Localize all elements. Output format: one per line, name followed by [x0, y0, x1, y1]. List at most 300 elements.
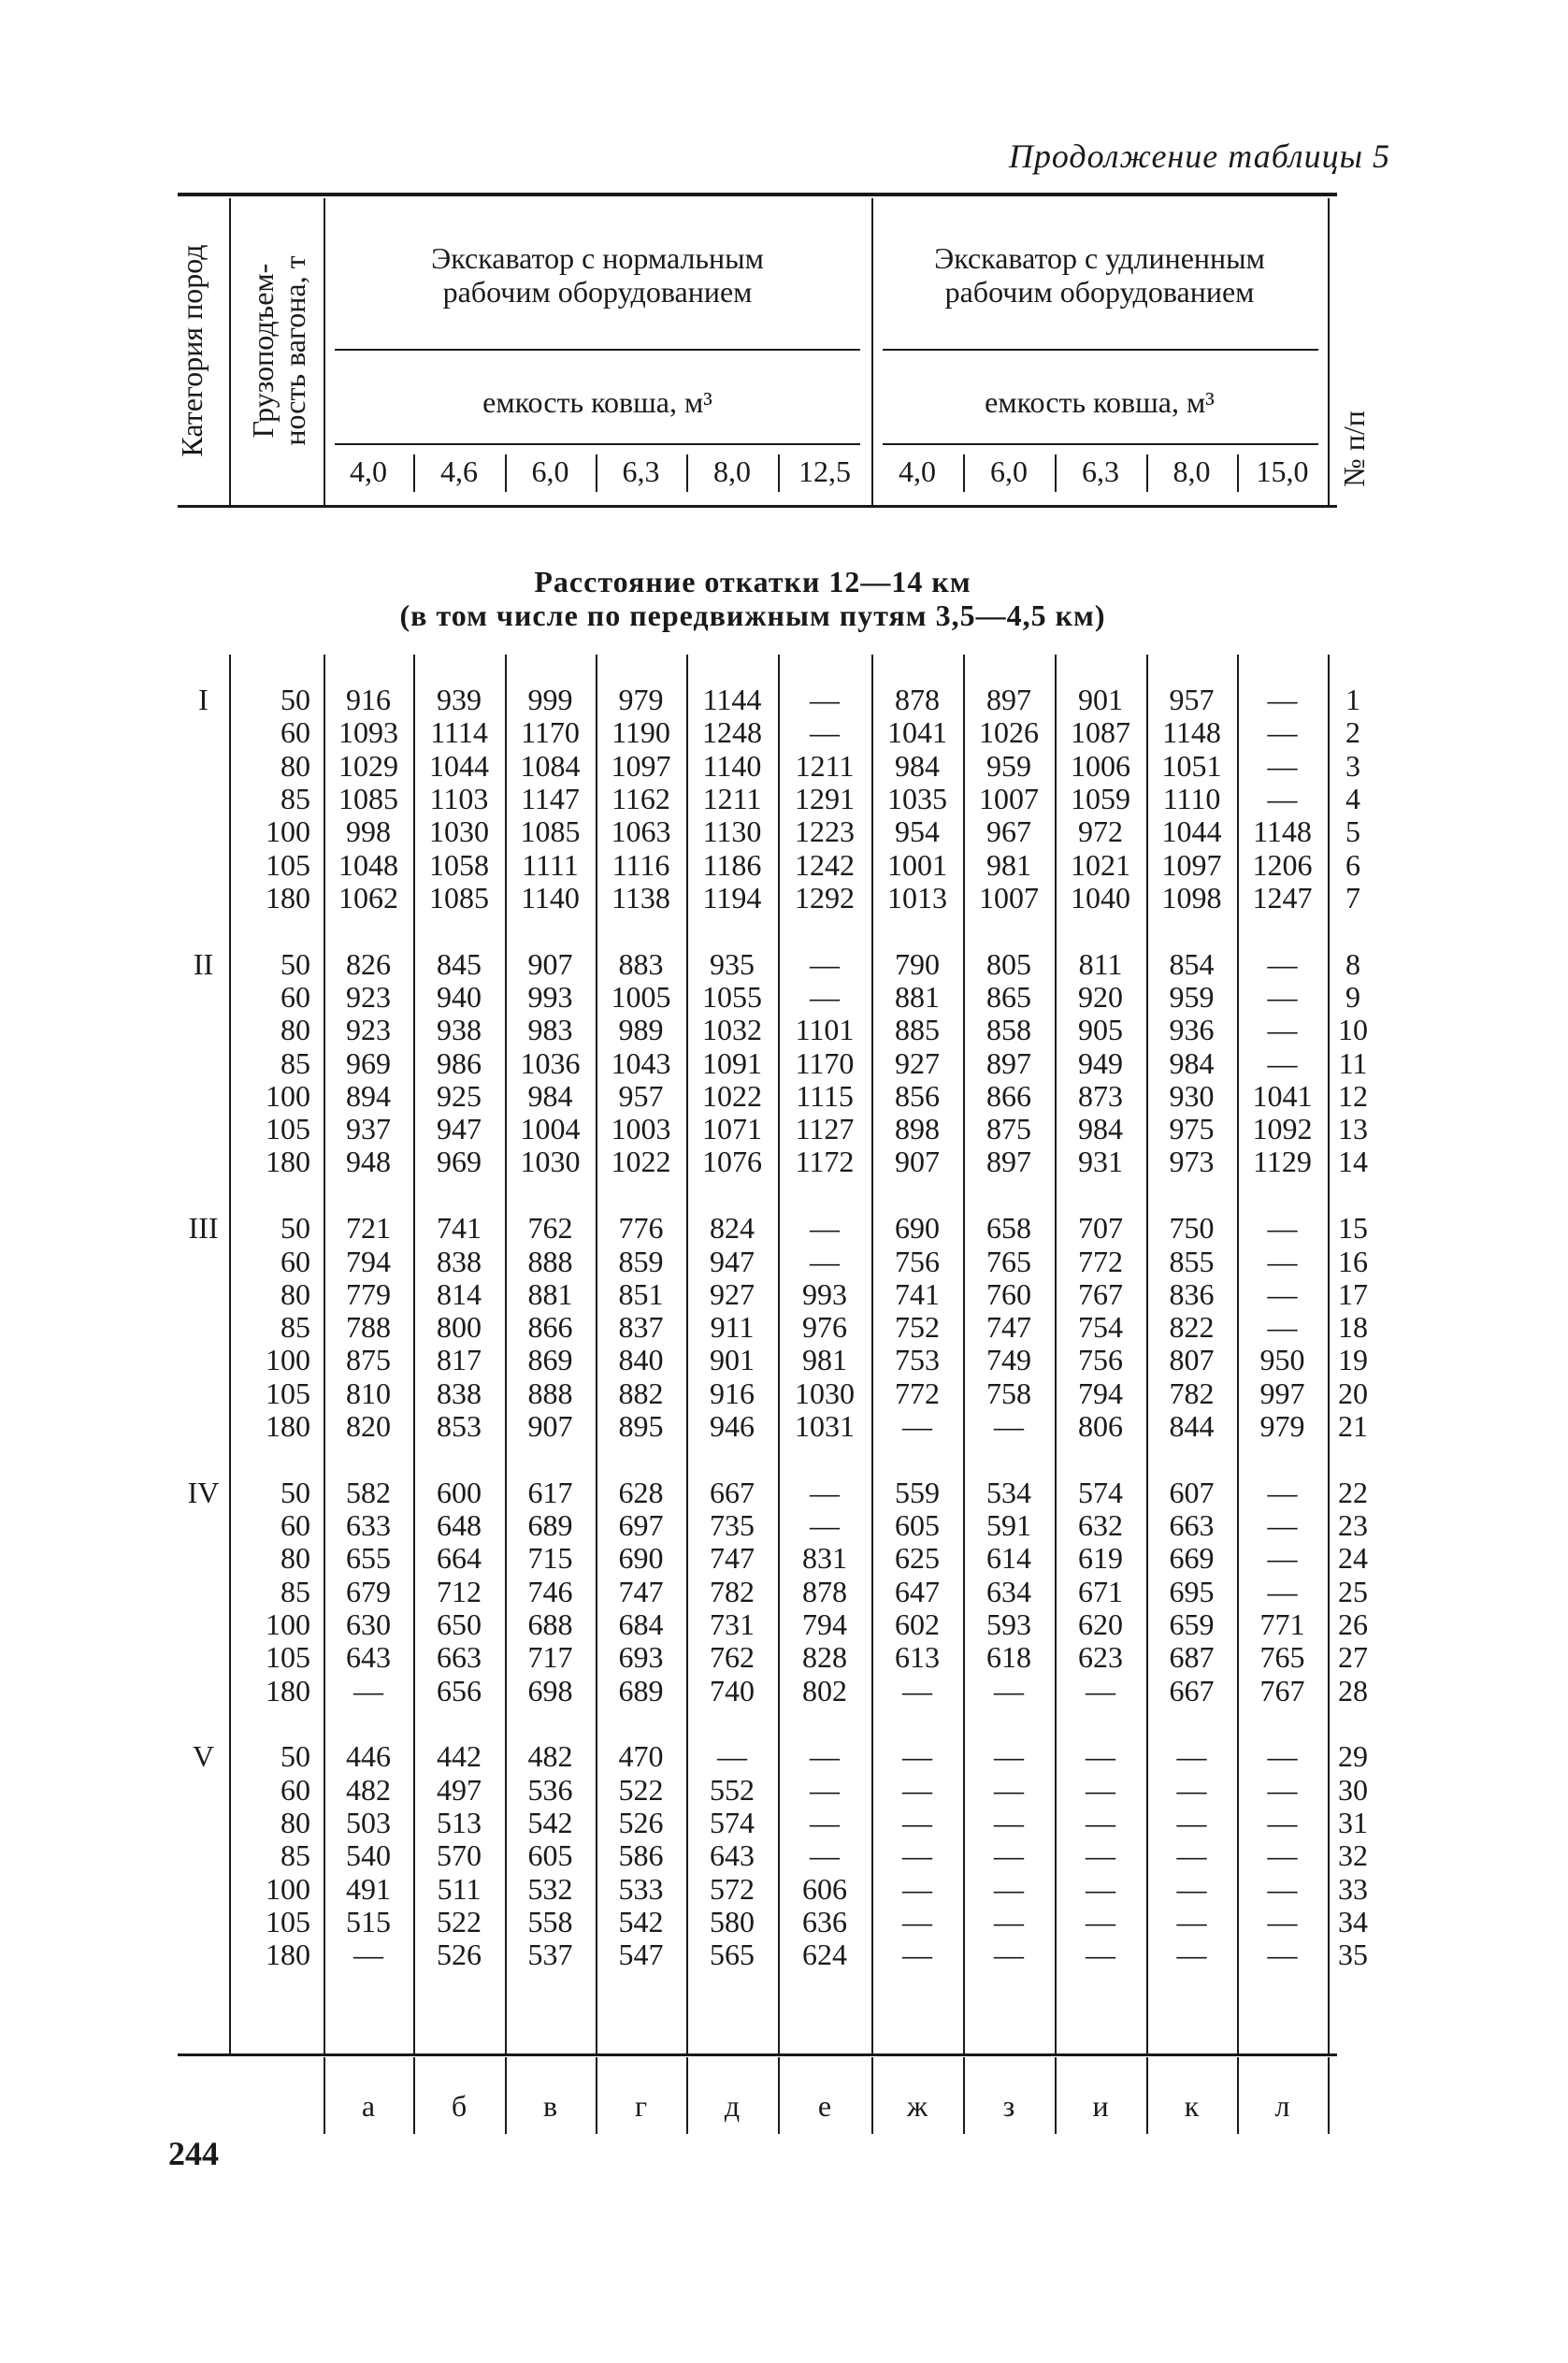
bucket-capacity-label: емкость ковша, м³	[482, 385, 712, 419]
table-cell: 663	[437, 1640, 482, 1675]
table-cell: 1036	[520, 1045, 581, 1080]
table-cell: —	[810, 1508, 840, 1543]
table-cell: 927	[895, 1045, 940, 1080]
table-cell: 969	[346, 1045, 391, 1080]
capacity-divider	[686, 454, 688, 492]
table-cell: —	[1176, 1838, 1207, 1873]
row-number: 2	[1345, 715, 1360, 750]
table-cell: 1103	[429, 781, 489, 815]
table-cell: 643	[346, 1640, 391, 1675]
table-cell: —	[1267, 1871, 1298, 1906]
section-subtitle: (в том числе по передвижным путям 3,5—4,5 км)	[399, 598, 1106, 632]
table-cell: 741	[895, 1276, 940, 1311]
footer-divider	[1328, 2057, 1330, 2134]
table-cell: 975	[1169, 1112, 1215, 1146]
table-cell: 552	[710, 1772, 755, 1807]
capacity-divider	[778, 454, 780, 492]
wagon-capacity: 105	[266, 1112, 310, 1146]
table-cell: 1097	[611, 748, 671, 783]
row-number: 9	[1345, 979, 1360, 1014]
table-cell: —	[1086, 1673, 1115, 1707]
row-number: 6	[1345, 847, 1360, 882]
table-cell: 875	[346, 1343, 391, 1377]
wagon-capacity: 60	[281, 1508, 310, 1543]
table-cell: 794	[346, 1244, 391, 1278]
row-number: 30	[1338, 1772, 1368, 1807]
table-cell: 1007	[979, 880, 1039, 915]
capacity-header: Грузоподъем- ность вагона, т	[246, 255, 311, 446]
table-cell: 989	[618, 1013, 664, 1047]
table-cell: 559	[895, 1475, 940, 1509]
capacity-divider	[1237, 454, 1239, 492]
table-cell: 853	[437, 1409, 482, 1443]
table-cell: 586	[618, 1838, 664, 1873]
table-cell: —	[1267, 1838, 1298, 1873]
wagon-capacity: 105	[266, 1640, 310, 1675]
table-cell: 526	[618, 1806, 664, 1839]
rock-category: II	[193, 946, 214, 981]
wagon-capacity: 60	[281, 1244, 310, 1278]
table-cell: 717	[527, 1640, 573, 1675]
table-cell: 636	[802, 1904, 847, 1938]
table-cell: 656	[437, 1673, 482, 1707]
table-cell: 1006	[1071, 748, 1130, 783]
table-cell: 794	[1078, 1376, 1123, 1410]
table-cell: 957	[1169, 683, 1215, 716]
table-cell: 957	[618, 1078, 664, 1113]
table-cell: 614	[986, 1541, 1031, 1576]
table-cell: —	[902, 1806, 932, 1839]
table-cell: 446	[346, 1739, 391, 1774]
table-cell: 752	[895, 1310, 940, 1345]
table-cell: 1097	[1161, 847, 1222, 882]
table-cell: 648	[437, 1508, 482, 1543]
header-divider	[1328, 198, 1330, 507]
table-cell: 947	[437, 1112, 482, 1146]
table-cell: 782	[1169, 1376, 1215, 1410]
table-cell: 949	[1078, 1045, 1123, 1080]
table-cell: 858	[986, 1013, 1031, 1047]
wagon-capacity: 180	[266, 880, 310, 915]
header-inner-rule	[883, 443, 1318, 445]
capacity-divider	[505, 454, 507, 492]
table-cell: 824	[710, 1211, 755, 1246]
table-cell: 972	[1078, 814, 1123, 849]
table-cell: —	[810, 1806, 840, 1839]
table-cell: 558	[527, 1904, 573, 1938]
table-cell: 828	[802, 1640, 847, 1675]
table-cell: 542	[527, 1806, 573, 1839]
table-cell: 1091	[702, 1045, 762, 1080]
table-cell: —	[810, 1211, 840, 1246]
table-cell: 1147	[521, 781, 580, 815]
table-cell: 1138	[611, 880, 670, 915]
table-cell: 882	[618, 1376, 664, 1410]
table-cell: 1247	[1252, 880, 1313, 915]
table-cell: 959	[1169, 979, 1215, 1014]
table-cell: 1085	[429, 880, 489, 915]
table-cell: —	[810, 946, 840, 981]
bucket-capacity-value: 6,0	[531, 454, 569, 488]
table-cell: —	[1267, 1244, 1298, 1278]
table-cell: —	[902, 1904, 932, 1938]
table-cell: —	[717, 1739, 747, 1774]
table-cell: 1170	[795, 1045, 855, 1080]
wagon-capacity: 180	[266, 1409, 310, 1443]
table-cell: 817	[437, 1343, 482, 1377]
table-cell: 901	[1078, 683, 1123, 716]
row-number: 22	[1338, 1475, 1368, 1509]
row-number: 26	[1338, 1607, 1368, 1641]
table-cell: 1062	[338, 880, 398, 915]
table-cell: 753	[895, 1343, 940, 1377]
row-number: 16	[1338, 1244, 1368, 1278]
table-cell: 1022	[702, 1078, 762, 1113]
table-cell: 771	[1259, 1607, 1305, 1641]
table-cell: 522	[437, 1904, 482, 1938]
table-cell: 959	[986, 748, 1031, 783]
capacity-divider	[596, 454, 597, 492]
table-cell: 655	[346, 1541, 391, 1576]
capacity-divider	[413, 454, 415, 492]
table-cell: 1013	[887, 880, 947, 915]
wagon-capacity: 80	[281, 1806, 310, 1839]
table-cell: 1114	[430, 715, 488, 750]
table-cell: 659	[1169, 1607, 1215, 1641]
table-cell: 779	[346, 1276, 391, 1311]
table-cell: 865	[986, 979, 1031, 1014]
table-cell: 1021	[1071, 847, 1130, 882]
column-letter: д	[724, 2089, 741, 2123]
table-cell: 885	[895, 1013, 940, 1047]
table-cell: 747	[710, 1541, 755, 1576]
table-cell: 1004	[520, 1112, 581, 1146]
bucket-capacity-value: 4,0	[899, 454, 936, 488]
table-cell: 1035	[887, 781, 947, 815]
table-cell: 1172	[795, 1145, 855, 1179]
table-cell: 1206	[1252, 847, 1313, 882]
table-cell: 721	[346, 1211, 391, 1246]
table-cell: 947	[710, 1244, 755, 1278]
table-cell: 540	[346, 1838, 391, 1873]
table-cell: 605	[895, 1508, 940, 1543]
table-cell: 532	[527, 1871, 573, 1906]
table-cell: 522	[618, 1772, 664, 1807]
table-cell: 805	[986, 946, 1031, 981]
table-cell: 536	[527, 1772, 573, 1807]
table-cell: 542	[618, 1904, 664, 1938]
table-cell: 895	[618, 1409, 664, 1443]
row-number: 11	[1338, 1045, 1368, 1080]
table-cell: 859	[618, 1244, 664, 1278]
table-cell: 1162	[611, 781, 670, 815]
table-cell: —	[994, 1904, 1024, 1938]
table-cell: 470	[618, 1739, 664, 1774]
wagon-capacity: 60	[281, 979, 310, 1014]
table-cell: —	[994, 1838, 1024, 1873]
wagon-capacity: 60	[281, 1772, 310, 1807]
table-cell: 937	[346, 1112, 391, 1146]
header-bottom-rule	[178, 505, 1337, 508]
table-cell: —	[1267, 1211, 1298, 1246]
table-cell: 883	[618, 946, 664, 981]
table-cell: 591	[986, 1508, 1031, 1543]
row-number: 17	[1338, 1276, 1368, 1311]
table-cell: 1242	[795, 847, 855, 882]
table-cell: —	[810, 1244, 840, 1278]
table-cell: 820	[346, 1409, 391, 1443]
footer-divider	[324, 2057, 325, 2134]
row-number: 25	[1338, 1574, 1368, 1608]
table-cell: 1194	[702, 880, 762, 915]
table-cell: 822	[1169, 1310, 1215, 1345]
table-cell: 687	[1169, 1640, 1215, 1675]
table-cell: 1043	[611, 1045, 671, 1080]
table-cell: 894	[346, 1078, 391, 1113]
wagon-capacity: 50	[281, 683, 310, 716]
section-title: Расстояние откатки 12—14 км	[534, 565, 971, 598]
table-cell: 746	[527, 1574, 573, 1608]
table-cell: 954	[895, 814, 940, 849]
table-cell: 667	[1169, 1673, 1215, 1707]
bucket-capacity-value: 15,0	[1256, 454, 1309, 488]
table-cell: —	[810, 1739, 840, 1774]
table-cell: 979	[618, 683, 664, 716]
table-cell: 950	[1259, 1343, 1305, 1377]
table-cell: 762	[710, 1640, 755, 1675]
footer-divider	[1055, 2057, 1057, 2134]
table-cell: 936	[1169, 1013, 1215, 1047]
bucket-capacity-value: 8,0	[1172, 454, 1211, 488]
rock-category: III	[188, 1211, 219, 1246]
table-cell: 497	[437, 1772, 482, 1807]
table-cell: 984	[895, 748, 940, 783]
table-cell: 613	[895, 1640, 940, 1675]
table-cell: 1130	[702, 814, 762, 849]
table-cell: —	[1086, 1871, 1115, 1906]
table-cell: 897	[986, 683, 1031, 716]
column-letter: б	[451, 2089, 468, 2123]
table-cell: 907	[527, 946, 573, 981]
table-cell: 907	[527, 1409, 573, 1443]
table-cell: —	[902, 1871, 932, 1906]
wagon-capacity: 180	[266, 1145, 310, 1179]
wagon-capacity: 80	[281, 1013, 310, 1047]
table-cell: 940	[437, 979, 482, 1014]
wagon-capacity: 50	[281, 1739, 310, 1774]
table-cell: 810	[346, 1376, 391, 1410]
table-cell: 878	[895, 683, 940, 716]
table-cell: 898	[895, 1112, 940, 1146]
table-cell: 526	[437, 1938, 482, 1972]
table-cell: 1087	[1071, 715, 1130, 750]
table-cell: —	[1086, 1838, 1115, 1873]
table-cell: 633	[346, 1508, 391, 1543]
table-cell: 503	[346, 1806, 391, 1839]
table-cell: 593	[986, 1607, 1031, 1641]
table-cell: —	[810, 1475, 840, 1509]
table-cell: 855	[1169, 1244, 1215, 1278]
table-cell: 513	[437, 1806, 482, 1839]
column-letter: а	[361, 2089, 376, 2123]
table-cell: 580	[710, 1904, 755, 1938]
table-cell: 788	[346, 1310, 391, 1345]
footer-divider	[686, 2057, 688, 2134]
table-cell: 831	[802, 1541, 847, 1576]
footer-divider	[1237, 2057, 1239, 2134]
table-cell: 1032	[702, 1013, 762, 1047]
table-cell: 620	[1078, 1607, 1123, 1641]
table-cell: —	[1267, 715, 1298, 750]
row-number: 32	[1338, 1838, 1368, 1873]
table-cell: —	[1176, 1904, 1207, 1938]
table-cell: 1063	[611, 814, 671, 849]
page-number: 244	[168, 2135, 219, 2172]
table-cell: 1029	[338, 748, 398, 783]
table-cell: 1058	[429, 847, 489, 882]
table-cell: 482	[527, 1739, 573, 1774]
table-cell: 663	[1169, 1508, 1215, 1543]
table-cell: 826	[346, 946, 391, 981]
table-cell: —	[1267, 979, 1298, 1014]
table-cell: 623	[1078, 1640, 1123, 1675]
footer-divider	[1146, 2057, 1148, 2134]
table-top-rule	[178, 193, 1337, 196]
table-cell: 981	[986, 847, 1031, 882]
wagon-capacity: 80	[281, 1541, 310, 1576]
table-cell: 1115	[796, 1078, 854, 1113]
wagon-capacity: 85	[281, 1838, 310, 1873]
table-cell: 772	[895, 1376, 940, 1410]
capacity-divider	[963, 454, 965, 492]
table-cell: 607	[1169, 1475, 1215, 1509]
capacity-divider	[1146, 454, 1148, 492]
table-cell: 1051	[1161, 748, 1222, 783]
table-cell: —	[902, 1772, 932, 1807]
table-cell: 664	[437, 1541, 482, 1576]
row-number: 8	[1345, 946, 1360, 981]
table-bottom-rule	[178, 2053, 1337, 2056]
table-cell: 684	[618, 1607, 664, 1641]
table-cell: 998	[346, 814, 391, 849]
table-cell: —	[1267, 1475, 1298, 1509]
table-cell: 741	[437, 1211, 482, 1246]
table-cell: 807	[1169, 1343, 1215, 1377]
table-cell: 923	[346, 979, 391, 1014]
table-cell: 986	[437, 1045, 482, 1080]
table-cell: 938	[437, 1013, 482, 1047]
table-cell: —	[1176, 1938, 1207, 1972]
table-cell: 1111	[522, 847, 579, 882]
bucket-capacity-value: 4,6	[440, 454, 478, 488]
table-cell: 981	[802, 1343, 847, 1377]
table-cell: 765	[986, 1244, 1031, 1278]
row-number: 23	[1338, 1508, 1368, 1543]
column-letter: и	[1092, 2089, 1109, 2123]
table-cell: 547	[618, 1938, 664, 1972]
table-cell: 697	[618, 1508, 664, 1543]
table-cell: 800	[437, 1310, 482, 1345]
table-cell: —	[994, 1938, 1024, 1972]
category-header: Категория пород	[175, 244, 209, 457]
table-cell: 602	[895, 1607, 940, 1641]
bucket-capacity-value: 6,3	[622, 454, 660, 488]
table-cell: 1092	[1252, 1112, 1313, 1146]
table-cell: 606	[802, 1871, 847, 1906]
wagon-capacity: 50	[281, 1475, 310, 1509]
rock-category: I	[198, 683, 209, 716]
table-cell: —	[994, 1673, 1024, 1707]
table-cell: 695	[1169, 1574, 1215, 1608]
table-cell: 814	[437, 1276, 482, 1311]
table-cell: 916	[346, 683, 391, 716]
footer-divider	[505, 2057, 507, 2134]
table-cell: —	[1267, 1574, 1298, 1608]
table-cell: —	[1267, 1904, 1298, 1938]
table-cell: 967	[986, 814, 1031, 849]
row-number: 7	[1345, 880, 1360, 915]
table-cell: 707	[1078, 1211, 1123, 1246]
table-cell: —	[810, 1772, 840, 1807]
table-cell: 897	[986, 1145, 1031, 1179]
table-cell: 836	[1169, 1276, 1215, 1311]
table-cell: 712	[437, 1574, 482, 1608]
table-cell: 1186	[702, 847, 762, 882]
table-cell: 515	[346, 1904, 391, 1938]
table-cell: 856	[895, 1078, 940, 1113]
table-cell: 1026	[979, 715, 1039, 750]
table-cell: —	[810, 715, 840, 750]
table-cell: 693	[618, 1640, 664, 1675]
table-cell: 600	[437, 1475, 482, 1509]
table-cell: 873	[1078, 1078, 1123, 1113]
table-cell: 878	[802, 1574, 847, 1608]
column-letter: л	[1274, 2089, 1290, 2123]
table-cell: —	[994, 1409, 1024, 1443]
table-cell: 698	[527, 1673, 573, 1707]
table-cell: 618	[986, 1640, 1031, 1675]
table-cell: —	[1267, 1541, 1298, 1576]
table-cell: 973	[1169, 1145, 1215, 1179]
table-cell: 851	[618, 1276, 664, 1311]
table-cell: —	[1267, 1310, 1298, 1345]
table-cell: 840	[618, 1343, 664, 1377]
table-cell: 935	[710, 946, 755, 981]
table-cell: 790	[895, 946, 940, 981]
table-cell: —	[1267, 781, 1298, 815]
table-cell: 749	[986, 1343, 1031, 1377]
row-number: 24	[1338, 1541, 1368, 1576]
wagon-capacity: 180	[266, 1673, 310, 1707]
table-cell: 1055	[702, 979, 762, 1014]
row-number: 14	[1338, 1145, 1368, 1179]
table-cell: 999	[527, 683, 573, 716]
table-cell: 1129	[1253, 1145, 1312, 1179]
capacity-divider	[1055, 454, 1057, 492]
wagon-capacity: 105	[266, 847, 310, 882]
column-line	[229, 655, 231, 2053]
table-cell: 881	[527, 1276, 573, 1311]
row-number: 19	[1338, 1343, 1368, 1377]
table-cell: —	[1267, 1772, 1298, 1807]
bucket-capacity-label: емкость ковша, м³	[985, 385, 1215, 419]
table-cell: 650	[437, 1607, 482, 1641]
table-cell: 572	[710, 1871, 755, 1906]
wagon-capacity: 85	[281, 781, 310, 815]
column-letter: з	[1002, 2089, 1015, 2123]
table-cell: 715	[527, 1541, 573, 1576]
bucket-capacity-value: 6,3	[1082, 454, 1119, 488]
